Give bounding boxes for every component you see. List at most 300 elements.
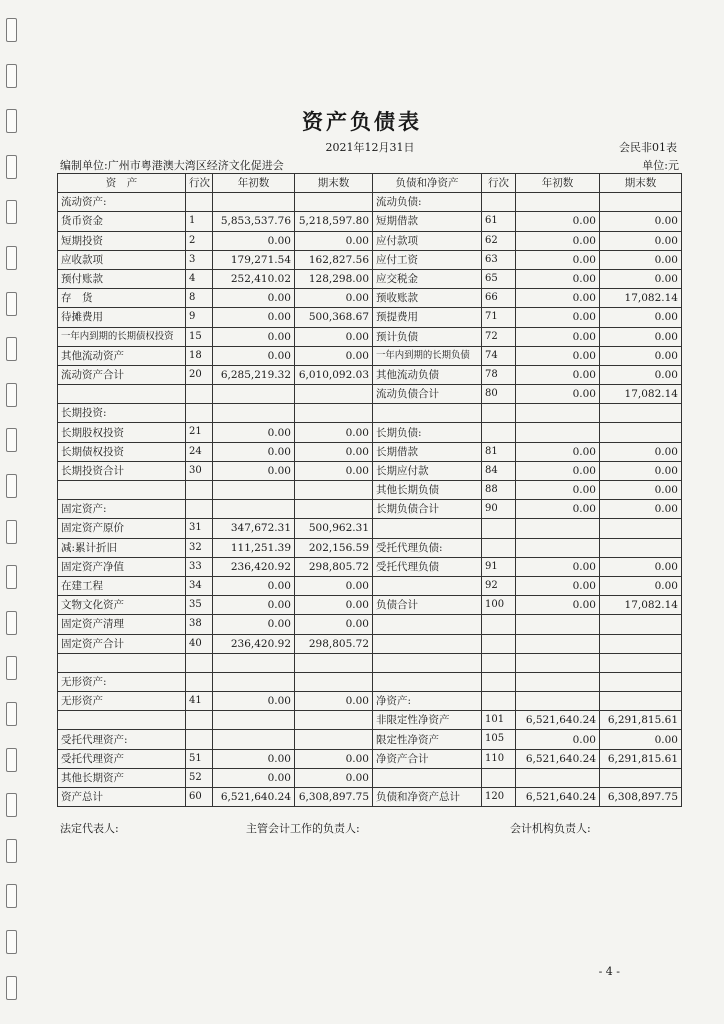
asset-begin bbox=[213, 404, 295, 423]
asset-begin: 0.00 bbox=[213, 749, 295, 768]
liability-begin: 0.00 bbox=[516, 730, 600, 749]
table-row bbox=[58, 346, 682, 365]
liability-end bbox=[600, 653, 682, 672]
asset-end bbox=[295, 730, 373, 749]
asset-name bbox=[58, 653, 186, 672]
asset-begin bbox=[213, 711, 295, 730]
asset-name: 长期投资合计 bbox=[58, 461, 186, 480]
binder-ring bbox=[6, 702, 17, 726]
asset-end: 0.00 bbox=[295, 615, 373, 634]
liability-begin bbox=[516, 193, 600, 212]
report-date: 2021年12月31日 bbox=[325, 141, 415, 154]
asset-begin bbox=[213, 500, 295, 519]
asset-name: 流动资产合计 bbox=[58, 365, 186, 384]
liability-end: 0.00 bbox=[600, 365, 682, 384]
table-row bbox=[58, 576, 682, 595]
liability-begin bbox=[516, 404, 600, 423]
page-title: 资产负债表 bbox=[302, 109, 422, 134]
asset-end bbox=[295, 404, 373, 423]
asset-begin: 0.00 bbox=[213, 308, 295, 327]
liability-end bbox=[600, 538, 682, 557]
liability-line: 78 bbox=[482, 365, 516, 384]
legal-representative-label: 法定代表人: bbox=[60, 822, 119, 835]
asset-begin: 6,285,219.32 bbox=[213, 365, 295, 384]
table-row bbox=[58, 327, 682, 346]
asset-begin bbox=[213, 653, 295, 672]
liability-line: 72 bbox=[482, 327, 516, 346]
table-row bbox=[58, 788, 682, 807]
table-row bbox=[58, 404, 682, 423]
table-row bbox=[58, 557, 682, 576]
binder-ring bbox=[6, 337, 17, 361]
asset-name: 固定资产原价 bbox=[58, 519, 186, 538]
asset-name bbox=[58, 481, 186, 500]
asset-end: 0.00 bbox=[295, 231, 373, 250]
asset-line: 20 bbox=[186, 365, 213, 384]
asset-end: 0.00 bbox=[295, 461, 373, 480]
table-row bbox=[58, 500, 682, 519]
asset-line: 21 bbox=[186, 423, 213, 442]
asset-line bbox=[186, 404, 213, 423]
asset-name: 资产总计 bbox=[58, 788, 186, 807]
asset-begin: 252,410.02 bbox=[213, 269, 295, 288]
asset-name: 在建工程 bbox=[58, 576, 186, 595]
liability-line bbox=[482, 768, 516, 787]
table-row bbox=[58, 212, 682, 231]
binder-ring bbox=[6, 383, 17, 407]
asset-line: 32 bbox=[186, 538, 213, 557]
liability-begin bbox=[516, 653, 600, 672]
liability-end bbox=[600, 615, 682, 634]
asset-line bbox=[186, 193, 213, 212]
asset-line: 40 bbox=[186, 634, 213, 653]
asset-end: 298,805.72 bbox=[295, 634, 373, 653]
liability-line bbox=[482, 634, 516, 653]
liability-begin: 6,521,640.24 bbox=[516, 749, 600, 768]
asset-end bbox=[295, 653, 373, 672]
balance-sheet-table bbox=[57, 173, 682, 807]
liability-line: 62 bbox=[482, 231, 516, 250]
binder-ring bbox=[6, 428, 17, 452]
liability-name: 负债合计 bbox=[373, 596, 482, 615]
liability-name bbox=[373, 576, 482, 595]
asset-begin: 0.00 bbox=[213, 768, 295, 787]
table-row bbox=[58, 672, 682, 691]
asset-begin: 0.00 bbox=[213, 692, 295, 711]
asset-line: 1 bbox=[186, 212, 213, 231]
liability-begin bbox=[516, 692, 600, 711]
liability-name: 长期借款 bbox=[373, 442, 482, 461]
liability-name bbox=[373, 768, 482, 787]
liability-line: 66 bbox=[482, 289, 516, 308]
asset-name: 其他长期资产 bbox=[58, 768, 186, 787]
liability-begin: 0.00 bbox=[516, 231, 600, 250]
header-begin-2: 年初数 bbox=[516, 174, 600, 193]
liability-name: 非限定性净资产 bbox=[373, 711, 482, 730]
asset-end: 162,827.56 bbox=[295, 250, 373, 269]
asset-line: 3 bbox=[186, 250, 213, 269]
liability-end: 17,082.14 bbox=[600, 596, 682, 615]
liability-end: 0.00 bbox=[600, 231, 682, 250]
binder-ring bbox=[6, 246, 17, 270]
asset-begin: 0.00 bbox=[213, 346, 295, 365]
liability-end bbox=[600, 672, 682, 691]
asset-end: 6,010,092.03 bbox=[295, 365, 373, 384]
binder-ring bbox=[6, 611, 17, 635]
liability-name: 预计负债 bbox=[373, 327, 482, 346]
table-row bbox=[58, 461, 682, 480]
liability-begin bbox=[516, 538, 600, 557]
liability-begin: 0.00 bbox=[516, 212, 600, 231]
liability-name: 长期负债: bbox=[373, 423, 482, 442]
asset-name: 应收款项 bbox=[58, 250, 186, 269]
liability-line: 120 bbox=[482, 788, 516, 807]
liability-line: 61 bbox=[482, 212, 516, 231]
liability-end: 0.00 bbox=[600, 461, 682, 480]
asset-end: 128,298.00 bbox=[295, 269, 373, 288]
table-row bbox=[58, 768, 682, 787]
liability-line bbox=[482, 672, 516, 691]
liability-begin bbox=[516, 768, 600, 787]
asset-line: 4 bbox=[186, 269, 213, 288]
asset-line bbox=[186, 481, 213, 500]
liability-name bbox=[373, 653, 482, 672]
liability-end bbox=[600, 768, 682, 787]
header-line: 行次 bbox=[186, 174, 213, 193]
asset-line: 15 bbox=[186, 327, 213, 346]
asset-line: 30 bbox=[186, 461, 213, 480]
liability-begin: 0.00 bbox=[516, 289, 600, 308]
liability-end: 0.00 bbox=[600, 250, 682, 269]
asset-begin bbox=[213, 672, 295, 691]
asset-begin: 5,853,537.76 bbox=[213, 212, 295, 231]
asset-line: 9 bbox=[186, 308, 213, 327]
liability-end bbox=[600, 404, 682, 423]
asset-line: 33 bbox=[186, 557, 213, 576]
asset-end: 0.00 bbox=[295, 596, 373, 615]
asset-end: 202,156.59 bbox=[295, 538, 373, 557]
liability-begin: 0.00 bbox=[516, 250, 600, 269]
liability-begin: 0.00 bbox=[516, 442, 600, 461]
table-row bbox=[58, 385, 682, 404]
liability-name: 一年内到期的长期负债 bbox=[373, 346, 482, 365]
table-header-row bbox=[58, 174, 682, 193]
liability-line bbox=[482, 538, 516, 557]
liability-begin: 0.00 bbox=[516, 346, 600, 365]
liability-end: 0.00 bbox=[600, 730, 682, 749]
liability-begin bbox=[516, 634, 600, 653]
liability-line: 65 bbox=[482, 269, 516, 288]
binder-ring bbox=[6, 793, 17, 817]
liability-line: 90 bbox=[482, 500, 516, 519]
liability-name bbox=[373, 404, 482, 423]
header-liability: 负债和净资产 bbox=[373, 174, 482, 193]
asset-end bbox=[295, 711, 373, 730]
table-row bbox=[58, 289, 682, 308]
table-row bbox=[58, 442, 682, 461]
asset-name: 受托代理资产 bbox=[58, 749, 186, 768]
asset-name: 其他流动资产 bbox=[58, 346, 186, 365]
liability-name bbox=[373, 634, 482, 653]
asset-begin: 179,271.54 bbox=[213, 250, 295, 269]
table-row bbox=[58, 538, 682, 557]
table-row bbox=[58, 423, 682, 442]
binder-ring bbox=[6, 884, 17, 908]
liability-begin: 0.00 bbox=[516, 461, 600, 480]
asset-line bbox=[186, 730, 213, 749]
liability-end: 0.00 bbox=[600, 500, 682, 519]
asset-name: 文物文化资产 bbox=[58, 596, 186, 615]
asset-end: 0.00 bbox=[295, 289, 373, 308]
asset-begin: 236,420.92 bbox=[213, 634, 295, 653]
header-end-2: 期末数 bbox=[600, 174, 682, 193]
asset-name: 预付账款 bbox=[58, 269, 186, 288]
asset-line: 8 bbox=[186, 289, 213, 308]
asset-line bbox=[186, 653, 213, 672]
asset-end: 0.00 bbox=[295, 692, 373, 711]
binder-ring bbox=[6, 930, 17, 954]
asset-begin: 347,672.31 bbox=[213, 519, 295, 538]
header-end: 期末数 bbox=[295, 174, 373, 193]
binder-ring bbox=[6, 155, 17, 179]
binder-ring bbox=[6, 839, 17, 863]
liability-begin: 0.00 bbox=[516, 365, 600, 384]
table-row bbox=[58, 365, 682, 384]
asset-line: 52 bbox=[186, 768, 213, 787]
asset-end: 0.00 bbox=[295, 768, 373, 787]
currency-unit: 单位:元 bbox=[642, 159, 679, 172]
liability-end: 0.00 bbox=[600, 481, 682, 500]
liability-end: 0.00 bbox=[600, 308, 682, 327]
binder-ring bbox=[6, 520, 17, 544]
asset-begin: 0.00 bbox=[213, 442, 295, 461]
asset-end: 500,368.67 bbox=[295, 308, 373, 327]
liability-begin: 6,521,640.24 bbox=[516, 711, 600, 730]
liability-end: 17,082.14 bbox=[600, 385, 682, 404]
liability-end bbox=[600, 634, 682, 653]
asset-name: 固定资产: bbox=[58, 500, 186, 519]
binder-ring bbox=[6, 292, 17, 316]
liability-line: 80 bbox=[482, 385, 516, 404]
asset-end: 0.00 bbox=[295, 749, 373, 768]
asset-line: 31 bbox=[186, 519, 213, 538]
asset-end: 0.00 bbox=[295, 423, 373, 442]
asset-name: 固定资产清理 bbox=[58, 615, 186, 634]
asset-line bbox=[186, 500, 213, 519]
liability-line bbox=[482, 692, 516, 711]
liability-begin: 0.00 bbox=[516, 385, 600, 404]
asset-begin bbox=[213, 481, 295, 500]
liability-name: 流动负债合计 bbox=[373, 385, 482, 404]
asset-begin bbox=[213, 385, 295, 404]
asset-begin: 0.00 bbox=[213, 423, 295, 442]
table-row bbox=[58, 193, 682, 212]
liability-end: 0.00 bbox=[600, 269, 682, 288]
asset-name: 短期投资 bbox=[58, 231, 186, 250]
asset-line: 24 bbox=[186, 442, 213, 461]
liability-begin bbox=[516, 672, 600, 691]
liability-line bbox=[482, 653, 516, 672]
asset-begin: 0.00 bbox=[213, 461, 295, 480]
asset-line: 2 bbox=[186, 231, 213, 250]
liability-begin: 0.00 bbox=[516, 327, 600, 346]
liability-name: 其他流动负债 bbox=[373, 365, 482, 384]
liability-end: 6,291,815.61 bbox=[600, 749, 682, 768]
liability-begin bbox=[516, 615, 600, 634]
liability-line: 88 bbox=[482, 481, 516, 500]
liability-end bbox=[600, 519, 682, 538]
asset-line bbox=[186, 672, 213, 691]
table-row bbox=[58, 481, 682, 500]
asset-name: 受托代理资产: bbox=[58, 730, 186, 749]
liability-name: 其他长期负债 bbox=[373, 481, 482, 500]
table-row bbox=[58, 692, 682, 711]
binder-ring bbox=[6, 748, 17, 772]
asset-name: 长期投资: bbox=[58, 404, 186, 423]
liability-line: 71 bbox=[482, 308, 516, 327]
table-row bbox=[58, 653, 682, 672]
asset-begin: 0.00 bbox=[213, 576, 295, 595]
liability-begin bbox=[516, 423, 600, 442]
liability-end bbox=[600, 423, 682, 442]
asset-begin: 111,251.39 bbox=[213, 538, 295, 557]
asset-end: 6,308,897.75 bbox=[295, 788, 373, 807]
asset-end: 0.00 bbox=[295, 346, 373, 365]
liability-name bbox=[373, 519, 482, 538]
liability-begin: 0.00 bbox=[516, 269, 600, 288]
liability-name: 受托代理负债 bbox=[373, 557, 482, 576]
asset-name: 长期债权投资 bbox=[58, 442, 186, 461]
liability-line: 110 bbox=[482, 749, 516, 768]
liability-line bbox=[482, 519, 516, 538]
liability-end: 0.00 bbox=[600, 327, 682, 346]
liability-end bbox=[600, 692, 682, 711]
accounting-head-label: 主管会计工作的负责人: bbox=[246, 822, 360, 835]
asset-begin: 0.00 bbox=[213, 327, 295, 346]
asset-name: 流动资产: bbox=[58, 193, 186, 212]
asset-end bbox=[295, 385, 373, 404]
liability-line: 92 bbox=[482, 576, 516, 595]
liability-name bbox=[373, 672, 482, 691]
liability-begin: 6,521,640.24 bbox=[516, 788, 600, 807]
asset-line: 41 bbox=[186, 692, 213, 711]
liability-end: 0.00 bbox=[600, 442, 682, 461]
binder-ring bbox=[6, 18, 17, 42]
liability-begin bbox=[516, 519, 600, 538]
liability-name: 流动负债: bbox=[373, 193, 482, 212]
asset-end: 500,962.31 bbox=[295, 519, 373, 538]
header-asset: 资 产 bbox=[58, 174, 186, 193]
table-row bbox=[58, 250, 682, 269]
liability-name: 净资产合计 bbox=[373, 749, 482, 768]
asset-name: 一年内到期的长期债权投资 bbox=[58, 327, 186, 346]
asset-name bbox=[58, 711, 186, 730]
asset-name: 无形资产 bbox=[58, 692, 186, 711]
table-row bbox=[58, 730, 682, 749]
binder-ring bbox=[6, 64, 17, 88]
liability-end bbox=[600, 193, 682, 212]
asset-line bbox=[186, 711, 213, 730]
liability-name: 应交税金 bbox=[373, 269, 482, 288]
liability-end: 6,308,897.75 bbox=[600, 788, 682, 807]
asset-name: 固定资产合计 bbox=[58, 634, 186, 653]
asset-end bbox=[295, 500, 373, 519]
asset-end bbox=[295, 481, 373, 500]
liability-begin: 0.00 bbox=[516, 500, 600, 519]
reporting-unit: 编制单位:广州市粤港澳大湾区经济文化促进会 bbox=[60, 159, 284, 172]
asset-begin bbox=[213, 193, 295, 212]
liability-name: 预收账款 bbox=[373, 289, 482, 308]
asset-line bbox=[186, 385, 213, 404]
asset-name: 存 货 bbox=[58, 289, 186, 308]
liability-begin: 0.00 bbox=[516, 481, 600, 500]
liability-begin: 0.00 bbox=[516, 576, 600, 595]
table-row bbox=[58, 615, 682, 634]
asset-end bbox=[295, 672, 373, 691]
liability-line: 63 bbox=[482, 250, 516, 269]
liability-name: 限定性净资产 bbox=[373, 730, 482, 749]
asset-end: 5,218,597.80 bbox=[295, 212, 373, 231]
asset-name: 无形资产: bbox=[58, 672, 186, 691]
liability-name: 长期负债合计 bbox=[373, 500, 482, 519]
liability-end: 0.00 bbox=[600, 576, 682, 595]
asset-begin: 236,420.92 bbox=[213, 557, 295, 576]
liability-line bbox=[482, 615, 516, 634]
header-line-2: 行次 bbox=[482, 174, 516, 193]
asset-end: 0.00 bbox=[295, 442, 373, 461]
asset-begin: 6,521,640.24 bbox=[213, 788, 295, 807]
binder-rings bbox=[6, 0, 20, 1024]
table-row bbox=[58, 231, 682, 250]
liability-end: 6,291,815.61 bbox=[600, 711, 682, 730]
asset-end bbox=[295, 193, 373, 212]
liability-end: 17,082.14 bbox=[600, 289, 682, 308]
asset-line: 18 bbox=[186, 346, 213, 365]
binder-ring bbox=[6, 656, 17, 680]
liability-line: 84 bbox=[482, 461, 516, 480]
liability-line: 105 bbox=[482, 730, 516, 749]
liability-end: 0.00 bbox=[600, 557, 682, 576]
asset-line: 34 bbox=[186, 576, 213, 595]
liability-name: 短期借款 bbox=[373, 212, 482, 231]
asset-line: 38 bbox=[186, 615, 213, 634]
table-row bbox=[58, 711, 682, 730]
liability-line: 91 bbox=[482, 557, 516, 576]
liability-name: 长期应付款 bbox=[373, 461, 482, 480]
asset-name bbox=[58, 385, 186, 404]
liability-line: 101 bbox=[482, 711, 516, 730]
binder-ring bbox=[6, 565, 17, 589]
liability-name bbox=[373, 615, 482, 634]
liability-end: 0.00 bbox=[600, 212, 682, 231]
asset-begin: 0.00 bbox=[213, 289, 295, 308]
asset-begin: 0.00 bbox=[213, 615, 295, 634]
asset-begin bbox=[213, 730, 295, 749]
liability-line: 74 bbox=[482, 346, 516, 365]
table-row bbox=[58, 749, 682, 768]
asset-line: 51 bbox=[186, 749, 213, 768]
liability-name: 应付工资 bbox=[373, 250, 482, 269]
liability-name: 应付款项 bbox=[373, 231, 482, 250]
asset-end: 298,805.72 bbox=[295, 557, 373, 576]
binder-ring bbox=[6, 474, 17, 498]
liability-line bbox=[482, 404, 516, 423]
binder-ring bbox=[6, 976, 17, 1000]
liability-line: 100 bbox=[482, 596, 516, 615]
liability-name: 预提费用 bbox=[373, 308, 482, 327]
asset-name: 减:累计折旧 bbox=[58, 538, 186, 557]
table-row bbox=[58, 519, 682, 538]
